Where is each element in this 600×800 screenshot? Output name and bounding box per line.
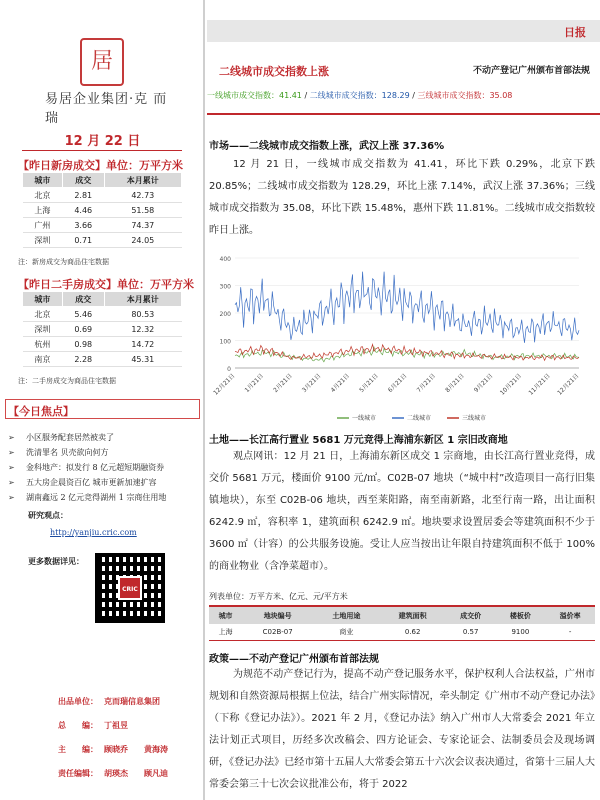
y-tick-label: 0 [227, 366, 231, 373]
cell: - [545, 624, 595, 640]
x-tick-label: 1月21日 [243, 372, 266, 394]
credit-line [58, 768, 168, 779]
credit-value: 克而瑞信息集团 [104, 696, 160, 706]
legend-label: 一线城市 [352, 415, 377, 422]
table-row [23, 337, 182, 352]
focus-title: 【今日焦点】 [8, 405, 74, 418]
table-row [23, 307, 182, 322]
focus-list [8, 430, 203, 505]
second-house-unit: 单位：万平方米 [117, 278, 194, 291]
cell: 24.05 [104, 233, 181, 248]
cell: 南京 [23, 352, 63, 367]
credit-line [58, 720, 128, 731]
cell: 北京 [23, 188, 63, 203]
main-content [207, 0, 600, 800]
cell: 2.28 [62, 352, 104, 367]
credit-label: 责任编辑： [58, 768, 98, 778]
more-data-label: 更多数据详见： [28, 556, 84, 566]
new-house-title: 【昨日新房成交】 [18, 159, 106, 172]
y-tick-label: 100 [219, 338, 231, 346]
header-bar [207, 20, 600, 42]
header-rule [207, 113, 600, 115]
series-line-2 [235, 272, 579, 343]
col-header: 建筑面积 [380, 607, 446, 624]
x-tick-label: 6月21日 [386, 372, 409, 394]
arrow-icon: ➢ [8, 463, 15, 472]
x-tick-label: 12月21日 [556, 372, 581, 397]
col-header: 成交价 [446, 607, 496, 624]
cell: 杭州 [23, 337, 63, 352]
table-row [23, 322, 182, 337]
y-tick-label: 300 [219, 283, 231, 291]
x-tick-label: 3月21日 [300, 372, 323, 394]
cell: 74.37 [104, 218, 181, 233]
legend-label: 二线城市 [407, 415, 432, 422]
second-house-table [22, 291, 182, 367]
credit-line [58, 744, 168, 755]
market-body: 12 月 21 日，一线城市成交指数为 41.41，环比下跌 0.29%，北京下跌 20.85%；二线城市成交指数为 128.29，环比上涨 7.14%，武汉上涨 37.36%；三线城市成交指数为 35.08，环比下跌 15.48%，惠州下跌 11.81%。二线城市成交指数较昨日上涨。 [209, 159, 595, 236]
cell: 2.81 [62, 188, 104, 203]
cell: 北京 [23, 307, 63, 322]
cell: 42.73 [104, 188, 181, 203]
col-header: 城市 [23, 292, 63, 307]
col-header: 地块编号 [242, 607, 313, 624]
credit-value: 顾晓乔 黄海涛 [104, 744, 168, 754]
x-tick-label: 4月21日 [329, 372, 352, 394]
cell: 4.46 [62, 203, 104, 218]
new-house-note: 注：新房成交为商品住宅数据 [18, 258, 109, 266]
table-row [209, 624, 595, 640]
focus-item-text: 洗清罪名 贝壳欲向何方 [26, 448, 109, 457]
col-header: 土地用途 [313, 607, 379, 624]
separator: / [301, 91, 310, 100]
x-tick-label: 7月21日 [415, 372, 438, 394]
x-tick-label: 11月21日 [527, 372, 552, 397]
qr-logo: CRIC [118, 576, 142, 600]
cell: C02B-07 [242, 624, 313, 640]
x-tick-label: 2月21日 [272, 372, 294, 394]
cell: 0.69 [62, 322, 104, 337]
new-house-unit: 单位：万平方米 [106, 159, 183, 172]
new-house-heading [18, 157, 183, 173]
col-header: 本月累计 [104, 292, 181, 307]
focus-item-text: 五大房企晨资百亿 城市更新加速扩容 [26, 478, 157, 487]
table-row [23, 352, 182, 367]
second-house-note: 注：二手房成交为商品住宅数据 [18, 377, 116, 385]
cell: 0.98 [62, 337, 104, 352]
land-unit-line: 列表单位：万平方米、亿元、元/平方米 [209, 592, 348, 601]
cell: 14.72 [104, 337, 181, 352]
list-item[interactable] [8, 490, 203, 505]
sidebar [0, 0, 205, 800]
cell: 45.31 [104, 352, 181, 367]
cell: 9100 [496, 624, 546, 640]
arrow-icon: ➢ [8, 493, 15, 502]
focus-item-text: 金科地产：拟发行 8 亿元超短期融资券 [26, 463, 165, 472]
policy-body: 为规范不动产登记行为，提高不动产登记服务水平，保护权利人合法权益，广州市规划和自然资源局根据上位法，结合广州实际情况，牵头制定《广州市不动产登记办法》（下称《登记办法》）。2021 年 2 月，《登记办法》纳入广州市人大常委会 2021 年立法计划正式项目，历经多次改稿会、四方论证会、专家论证会、法制委员会及现场调研，《登记办法》已经市第十五届人大常委会第五十六次会议表决通过，省第十三届人大常委会第三十七次会议批准公布，将于 2022 [209, 669, 595, 790]
focus-item-text: 湖南鑫远 2 亿元竞得湖州 1 宗商住用地 [26, 493, 167, 502]
new-house-table [22, 172, 182, 248]
cell: 广州 [23, 218, 63, 233]
cell: 51.58 [104, 203, 181, 218]
land-table [209, 607, 595, 641]
credit-value: 胡瑛杰 顾凡迪 [104, 768, 168, 778]
y-tick-label: 200 [219, 311, 231, 318]
credit-label: 总 编： [58, 720, 98, 730]
col-header: 城市 [209, 607, 242, 624]
index-line-chart [207, 250, 587, 426]
list-item[interactable] [8, 475, 203, 490]
tier3-index: 三线城市成交指数：35.08 [417, 91, 513, 100]
col-header: 成交 [62, 292, 104, 307]
cell: 80.53 [104, 307, 181, 322]
cell: 深圳 [23, 233, 63, 248]
focus-item-text: 小区服务配套居然被卖了 [26, 433, 114, 442]
col-header: 城市 [23, 173, 63, 188]
market-title: 市场——二线城市成交指数上涨，武汉上涨 37.36% [209, 141, 445, 152]
series-line-1 [235, 347, 579, 362]
col-header: 溢价率 [545, 607, 595, 624]
credit-line [58, 696, 160, 707]
x-tick-label: 9月21日 [472, 372, 495, 394]
research-label: 研究观点： [28, 510, 68, 520]
index-summary [207, 90, 600, 101]
second-house-heading [18, 276, 194, 292]
col-header: 本月累计 [104, 173, 181, 188]
x-tick-label: 5月21日 [358, 372, 380, 394]
arrow-icon: ➢ [8, 478, 15, 487]
list-item[interactable] [8, 430, 203, 445]
credit-value: 丁祖昱 [104, 720, 128, 730]
headline: 二线城市成交指数上涨 [219, 65, 329, 78]
sub-headline: 不动产登记广州颁布首部法规 [472, 66, 590, 76]
table-row [23, 218, 182, 233]
cell: 上海 [209, 624, 242, 640]
credit-label: 出品单位： [58, 696, 98, 706]
x-tick-label: 12月21日 [212, 372, 237, 397]
cell: 0.71 [62, 233, 104, 248]
cell: 商业 [313, 624, 379, 640]
arrow-icon: ➢ [8, 448, 15, 457]
land-title: 土地——长江高行置业 5681 万元竞得上海浦东新区 1 宗旧改商地 [209, 435, 508, 446]
col-header: 成交 [62, 173, 104, 188]
table-row [23, 233, 182, 248]
report-date: 12 月 22 日 [64, 134, 141, 149]
cell: 12.32 [104, 322, 181, 337]
company-logo: 居 [80, 38, 124, 86]
arrow-icon: ➢ [8, 433, 15, 442]
cell: 0.57 [446, 624, 496, 640]
legend-label: 三线城市 [462, 415, 487, 422]
policy-title: 政策——不动产登记广州颁布首部法规 [209, 654, 379, 665]
list-item[interactable] [8, 445, 203, 460]
cell: 0.62 [380, 624, 446, 640]
separator: / [409, 91, 418, 100]
credit-label: 主 编： [58, 744, 98, 754]
daily-label: 日报 [564, 26, 586, 39]
series-line-3 [235, 344, 579, 360]
tier1-index: 一线城市成交指数：41.41 [207, 91, 302, 100]
cell: 5.46 [62, 307, 104, 322]
company-name: 易居企业集团·克 而 瑞 [45, 92, 168, 126]
research-link[interactable]: http://yanjiu.cric.com [50, 528, 137, 537]
cell: 深圳 [23, 322, 63, 337]
col-header: 楼板价 [496, 607, 546, 624]
list-item[interactable] [8, 460, 203, 475]
table-row [23, 188, 182, 203]
divider [22, 150, 182, 151]
x-tick-label: 10月21日 [498, 372, 524, 397]
cell: 上海 [23, 203, 63, 218]
cell: 3.66 [62, 218, 104, 233]
tier2-index: 二线城市成交指数：128.29 [309, 91, 410, 100]
x-tick-label: 8月21日 [444, 372, 466, 394]
y-tick-label: 400 [219, 256, 231, 263]
land-body: 观点网讯：12 月 21 日，上海浦东新区成交 1 宗商地，由长江高行置业竞得，成交价 5681 万元，楼面价 9100 元/㎡。C02B-07 地块（“城中村”改造项目一高行旧集镇地块），东至 C02B-06 地块，西至莱阳路，南至南新路，北至行南一路，出让面积 6242.9 ㎡，容积率 1，建筑面积 6242.9 ㎡。地块要求设置居委会等建筑面积不少于 3600 ㎡（计容）的公共服务设施。受让人应当按出让年限自持建筑面积不低于 100%的商业物业（含净菜超市）。 [209, 451, 595, 572]
table-row [23, 203, 182, 218]
second-house-title: 【昨日二手房成交】 [18, 278, 117, 291]
